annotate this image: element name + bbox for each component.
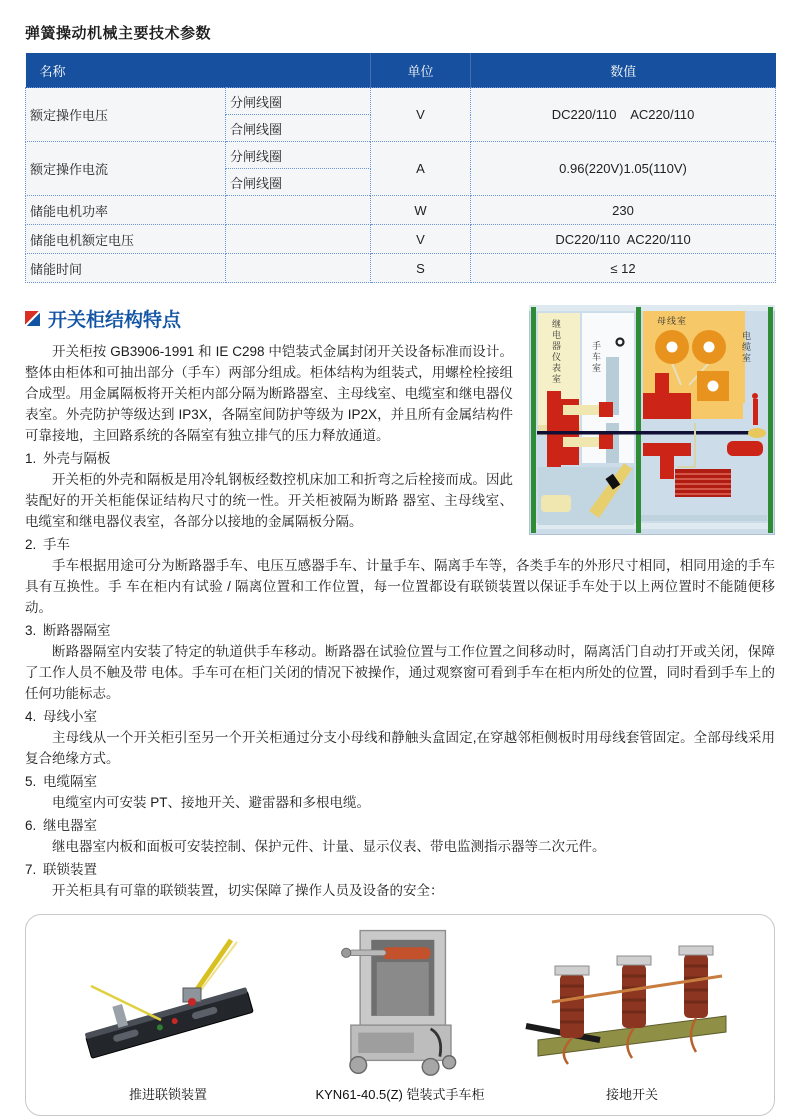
product-gallery-box <box>25 914 775 1116</box>
list-item-body: 继电器室内板和面板可安装控制、保护元件、计量、显示仪表、带电监测指示器等二次元件。 <box>52 839 606 854</box>
param-unit: V <box>371 225 471 254</box>
gallery-item <box>284 925 516 1103</box>
gallery-caption: KYN61-40.5(Z) 铠装式手车柜 <box>315 1087 485 1102</box>
header-unit: 单位 <box>371 53 471 88</box>
param-value: 0.96(220V)1.05(110V) <box>471 142 776 196</box>
gallery-item <box>52 925 284 1103</box>
list-item-head <box>25 815 775 836</box>
diagram-label-relay-room: 继电器仪表室 <box>551 319 561 385</box>
param-name: 储能时间 <box>26 254 226 283</box>
list-item-body: 手车根据用途可分为断路器手车、电压互感器手车、计量手车、隔离手车等，各类手车的外形尺寸相同，相同用途的手车具有互换性。手 车在柜内有试验 / 隔离位置和工作位置，每一位置都设有联锁装置以保证手车处于以上两位置时不能随便移动。 <box>25 558 775 615</box>
param-subitem: 分闸线圈 <box>226 142 371 169</box>
param-subitem: 合闸线圈 <box>226 115 371 142</box>
earthing-switch-image <box>522 928 742 1078</box>
list-item-number: 4. <box>25 709 37 724</box>
list-item-title: 联锁装置 <box>43 862 97 877</box>
diagram-label-handcart-room: 手车室 <box>591 341 601 374</box>
gallery-item <box>516 925 748 1103</box>
handcart-cabinet-image <box>315 925 485 1078</box>
param-name: 储能电机额定电压 <box>26 225 226 254</box>
structure-section <box>25 305 775 901</box>
list-item-title: 电缆隔室 <box>43 774 97 789</box>
header-name: 名称 <box>26 53 371 88</box>
list-item-head <box>25 771 775 792</box>
diagram-label-busbar-room: 母线室 <box>657 316 688 326</box>
table-row <box>26 196 776 225</box>
list-item-title: 母线小室 <box>43 709 97 724</box>
param-subitem-empty <box>226 196 371 225</box>
table-row <box>26 142 776 169</box>
list-item-body: 断路器隔室内安装了特定的轨道供手车移动。断路器在试验位置与工作位置之间移动时，隔离活门自动打开或关闭，保障了工作人员不触及带 电体。手车可在柜门关闭的情况下被操作，通过观察窗可看到手车在柜内所处的位置，同时看到手车上的任何功能标志。 <box>25 644 775 701</box>
list-item-title: 手车 <box>43 537 70 552</box>
list-item-title: 外壳与隔板 <box>43 451 111 466</box>
list-item-title: 继电器室 <box>43 818 97 833</box>
cabinet-diagram-graphic <box>529 305 775 535</box>
list-item-number: 6. <box>25 818 37 833</box>
table-header-row <box>26 53 776 88</box>
param-subitem: 合闸线圈 <box>226 169 371 196</box>
list-item-body: 电缆室内可安装 PT、接地开关、避雷器和多根电缆。 <box>52 795 371 810</box>
param-value: ≤ 12 <box>471 254 776 283</box>
cabinet-cross-section-diagram <box>529 305 775 535</box>
param-name: 额定操作电流 <box>26 142 226 196</box>
section-title <box>25 305 513 332</box>
param-name: 储能电机功率 <box>26 196 226 225</box>
gallery-caption: 接地开关 <box>605 1087 658 1102</box>
param-subitem-empty <box>226 225 371 254</box>
page-title: 弹簧操动机械主要技术参数 <box>25 25 212 42</box>
table-row <box>26 225 776 254</box>
push-interlock-device-image <box>63 928 273 1078</box>
list-item-head <box>25 706 775 727</box>
list-item-head <box>25 859 775 880</box>
intro-paragraph: 开关柜按 GB3906-1991 和 IE C298 中铠装式金属封闭开关设备标准而设计。整体由柜体和可抽出部分（手车）两部分组成。柜体结构为组装式，用螺栓栓接组合成型。用金属隔板将开关柜内部分隔为断路器室、主母线室、电缆室和继电器仪表室。外壳防护等级达到 IP3X，各隔室间防护等级为 IP2X，并且所有金属结构件可靠接地，主回路系统的各隔室有独立排气的压力释放通道。 <box>25 344 513 443</box>
list-item-number: 5. <box>25 774 37 789</box>
spring-mechanism-params-table <box>25 53 776 283</box>
section-title-text: 开关柜结构特点 <box>48 310 182 331</box>
list-item-number: 2. <box>25 537 37 552</box>
diagram-label-cable-room: 电缆室 <box>741 331 751 364</box>
param-subitem: 分闸线圈 <box>226 88 371 115</box>
list-item-number: 1. <box>25 451 37 466</box>
header-value: 数值 <box>471 53 776 88</box>
list-item-body: 开关柜的外壳和隔板是用冷轧钢板经数控机床加工和折弯之后栓接而成。因此装配好的开关柜能保证结构尺寸的统一性。开关柜被隔为断路 器室、主母线室、电缆室和继电器仪表室，各部分以接地的金属隔板分隔。 <box>25 472 513 529</box>
param-unit: A <box>371 142 471 196</box>
list-item-number: 3. <box>25 623 37 638</box>
param-value: DC220/110 AC220/110 <box>471 88 776 142</box>
param-value: 230 <box>471 196 776 225</box>
list-item-title: 断路器隔室 <box>43 623 111 638</box>
param-unit: W <box>371 196 471 225</box>
param-name: 额定操作电压 <box>26 88 226 142</box>
list-item-head <box>25 534 775 555</box>
table-row <box>26 254 776 283</box>
param-unit: S <box>371 254 471 283</box>
table-row <box>26 88 776 115</box>
section-marker-icon <box>25 311 40 326</box>
list-item-head <box>25 620 775 641</box>
list-item-body: 开关柜具有可靠的联锁装置，切实保障了操作人员及设备的安全： <box>52 883 444 898</box>
gallery-caption: 推进联锁装置 <box>128 1087 207 1102</box>
param-subitem-empty <box>226 254 371 283</box>
list-item-number: 7. <box>25 862 37 877</box>
param-unit: V <box>371 88 471 142</box>
param-value: DC220/110 AC220/110 <box>471 225 776 254</box>
list-item-body: 主母线从一个开关柜引至另一个开关柜通过分支小母线和静触头盒固定,在穿越邻柜侧板时用母线套管固定。全部母线采用复合绝缘方式。 <box>25 730 775 766</box>
